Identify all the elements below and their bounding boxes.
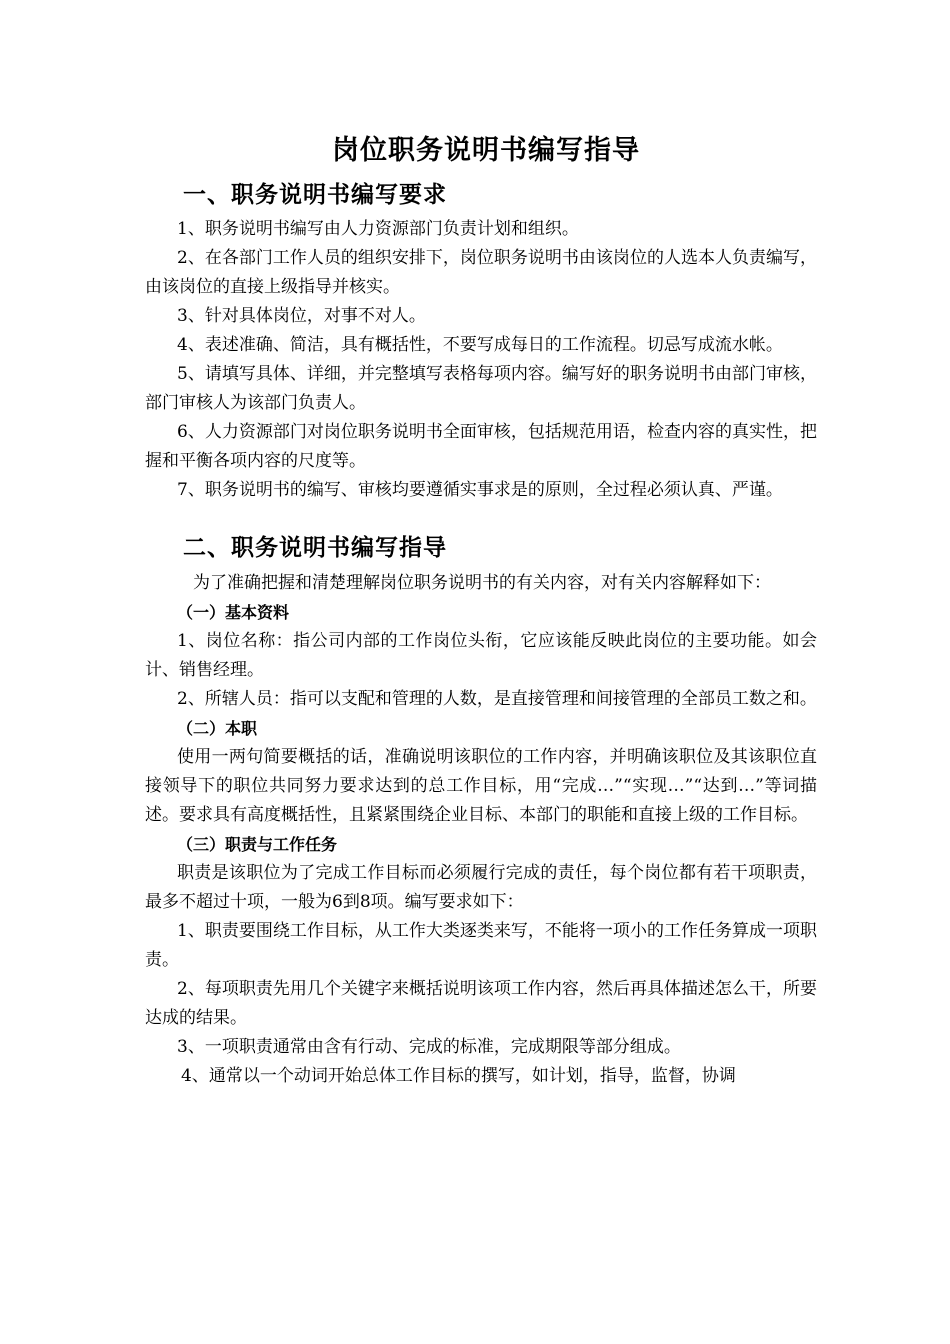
responsibilities-item: 2、每项职责先用几个关键字来概括说明该项工作内容，然后再具体描述怎么干，所要达成的结果。 bbox=[145, 979, 817, 1028]
duty-text: 使用一两句简要概括的话，准确说明该职位的工作内容，并明确该职位及其该职位直接领导下的职位共同努力要求达到的总工作目标，用“完成…”“实现…”“达到…”等词描述。要求具有高度概括性，且紧紧围绕企业目标、本部门的职能和直接上级的工作目标。 bbox=[145, 747, 817, 825]
responsibilities-item: 4、通常以一个动词开始总体工作目标的撰写，如计划，指导，监督，协调 bbox=[181, 1066, 736, 1086]
responsibilities-intro: 职责是该职位为了完成工作目标而必须履行完成的责任，每个岗位都有若干项职责，最多不超过十项，一般为6到8项。编写要求如下： bbox=[145, 863, 817, 912]
section1-item: 6、人力资源部门对岗位职务说明书全面审核，包括规范用语，检查内容的真实性，把握和平衡各项内容的尺度等。 bbox=[145, 422, 817, 471]
subsection-basic-info-heading: （一）基本资料 bbox=[177, 603, 290, 622]
basic-info-item: 2、所辖人员：指可以支配和管理的人数，是直接管理和间接管理的全部员工数之和。 bbox=[177, 689, 817, 709]
basic-info-item: 1、岗位名称：指公司内部的工作岗位头衔，它应该能反映此岗位的主要功能。如会计、销售经理。 bbox=[145, 631, 817, 680]
responsibilities-item: 3、一项职责通常由含有行动、完成的标准，完成期限等部分组成。 bbox=[177, 1037, 681, 1057]
section1-item: 7、职务说明书的编写、审核均要遵循实事求是的原则，全过程必须认真、严谨。 bbox=[177, 480, 783, 500]
section2-intro: 为了准确把握和清楚理解岗位职务说明书的有关内容，对有关内容解释如下： bbox=[193, 573, 771, 593]
section1-item: 5、请填写具体、详细，并完整填写表格每项内容。编写好的职务说明书由部门审核，部门审核人为该部门负责人。 bbox=[145, 364, 817, 413]
section1-item: 3、针对具体岗位，对事不对人。 bbox=[177, 306, 426, 326]
subsection-duty-heading: （二）本职 bbox=[177, 719, 258, 738]
subsection-responsibilities-heading: （三）职责与工作任务 bbox=[177, 835, 338, 854]
section1-item: 4、表述准确、简洁，具有概括性，不要写成每日的工作流程。切忌写成流水帐。 bbox=[177, 335, 783, 355]
section2-heading: 二、职务说明书编写指导 bbox=[183, 534, 447, 561]
section1-heading: 一、职务说明书编写要求 bbox=[183, 181, 447, 208]
section1-item: 2、在各部门工作人员的组织安排下，岗位职务说明书由该岗位的人选本人负责编写，由该岗位的直接上级指导并核实。 bbox=[145, 248, 817, 297]
responsibilities-item: 1、职责要围绕工作目标，从工作大类逐类来写，不能将一项小的工作任务算成一项职责。 bbox=[145, 921, 817, 970]
document-body bbox=[145, 127, 817, 1091]
document-title: 岗位职务说明书编写指导 bbox=[332, 135, 640, 166]
section1-item: 1、职务说明书编写由人力资源部门负责计划和组织。 bbox=[177, 219, 579, 239]
